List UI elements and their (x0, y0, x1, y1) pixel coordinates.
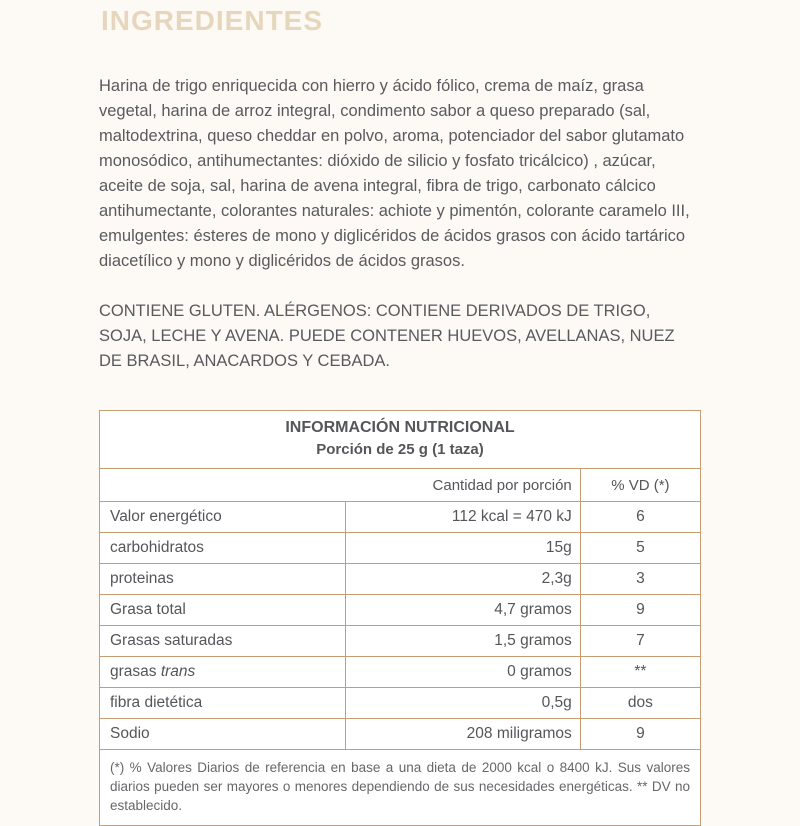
nutrient-row (100, 626, 701, 657)
nutrient-amount: 1,5 gramos (346, 626, 580, 657)
nutrient-name: Valor energético (100, 502, 346, 533)
nutrient-name-italic: trans (160, 663, 196, 680)
nutrient-name: grasas trans (100, 657, 346, 688)
nutrition-table-footnote: (*) % Valores Diarios de referencia en base a una dieta de 2000 kcal o 8400 kJ. Sus valores diarios pueden ser mayores o menores dependiendo de sus necesidades energéticas. ** DV no establecido. (100, 750, 701, 826)
page-title: INGREDIENTES (101, 5, 324, 36)
nutrient-daily-value: 9 (580, 719, 700, 750)
nutrient-row (100, 595, 701, 626)
nutrient-name: Grasas saturadas (100, 626, 346, 657)
nutrition-table-title-cell (100, 411, 701, 469)
nutrient-name: proteinas (100, 564, 346, 595)
nutrient-row (100, 564, 701, 595)
allergens-paragraph: CONTIENE GLUTEN. ALÉRGENOS: CONTIENE DERIVADOS DE TRIGO, SOJA, LECHE Y AVENA. PUEDE CONTENER HUEVOS, AVELLANAS, NUEZ DE BRASIL, ANACARDOS Y CEBADA. (99, 302, 675, 370)
nutrient-name: fibra dietética (100, 688, 346, 719)
nutrient-row (100, 657, 701, 688)
nutrient-name: Grasa total (100, 595, 346, 626)
nutrition-table-title-row (100, 411, 701, 469)
nutrition-table-column-header-row (100, 469, 701, 502)
nutrient-name: carbohidratos (100, 533, 346, 564)
nutrition-table-footnote-row (100, 750, 701, 826)
nutrient-daily-value: dos (580, 688, 700, 719)
nutrient-daily-value: 3 (580, 564, 700, 595)
nutrient-daily-value: 9 (580, 595, 700, 626)
nutrient-row (100, 719, 701, 750)
nutrient-name: Sodio (100, 719, 346, 750)
nutrition-table-body (100, 502, 701, 750)
column-header-dv: % VD (*) (580, 469, 700, 502)
column-header-amount: Cantidad por porción (100, 469, 581, 502)
nutrient-amount: 208 miligramos (346, 719, 580, 750)
nutrition-table-title: INFORMACIÓN NUTRICIONAL (285, 419, 515, 436)
nutrient-amount: 0,5g (346, 688, 580, 719)
nutrient-daily-value: ** (580, 657, 700, 688)
nutrient-daily-value: 6 (580, 502, 700, 533)
ingredients-paragraph: Harina de trigo enriquecida con hierro y ácido fólico, crema de maíz, grasa vegetal, harina de arroz integral, condimento sabor a queso preparado (sal, maltodextrina, queso cheddar en polvo, aroma, potenciador del sabor glutamato monosódico, antihumectantes: dióxido de silicio y fosfato tricálcico) , azúcar, aceite de soja, sal, harina de avena integral, fibra de trigo, carbonato cálcico antihumectante, colorantes naturales: achiote y pimentón, colorante caramelo III, emulgentes: ésteres de mono y diglicéridos de ácidos grasos con ácido tartárico diacetílico y mono y diglicéridos de ácidos grasos. (99, 77, 690, 270)
nutrition-table (99, 410, 701, 826)
nutrient-daily-value: 5 (580, 533, 700, 564)
nutrient-daily-value: 7 (580, 626, 700, 657)
nutrient-row (100, 533, 701, 564)
nutrient-amount: 4,7 gramos (346, 595, 580, 626)
nutrition-table-subtitle: Porción de 25 g (1 taza) (316, 441, 484, 458)
nutrient-amount: 112 kcal = 470 kJ (346, 502, 580, 533)
nutrient-row (100, 688, 701, 719)
nutrient-row (100, 502, 701, 533)
ingredients-label (99, 0, 701, 826)
nutrient-amount: 0 gramos (346, 657, 580, 688)
nutrient-amount: 15g (346, 533, 580, 564)
nutrient-amount: 2,3g (346, 564, 580, 595)
